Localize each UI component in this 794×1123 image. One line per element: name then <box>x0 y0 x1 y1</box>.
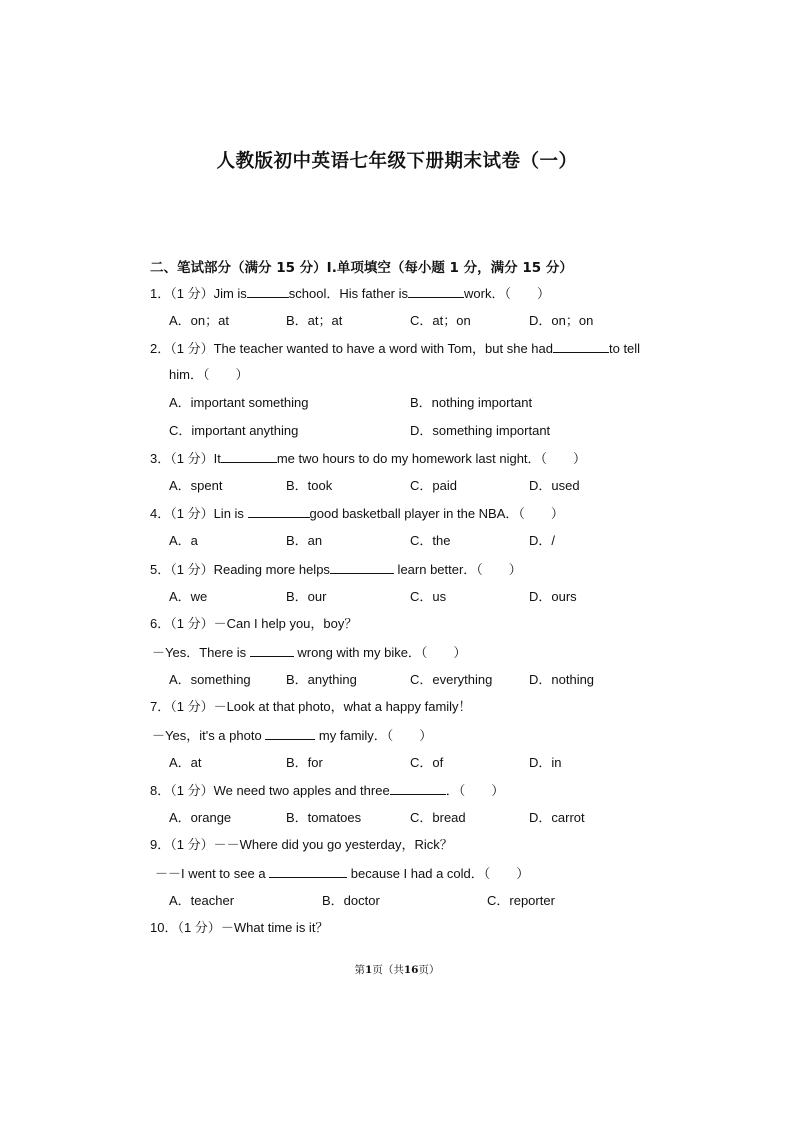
page-number: 1 <box>365 964 373 976</box>
question-6-reply: －Yes．There is wrong with my bike．（ ） <box>152 645 467 660</box>
option-a: A．orange <box>169 810 232 825</box>
option-c: C．important anything <box>169 423 299 438</box>
question-number: 4．（1 分） <box>150 506 214 521</box>
question-1: 1．（1 分）Jim is school．His father is work．（ ） <box>150 286 550 301</box>
question-9-reply: －－I went to see a because I had a cold．（ ） <box>155 866 530 881</box>
question-number: 6．（1 分） <box>150 616 214 631</box>
option-d: D．nothing <box>529 672 595 687</box>
answer-blank <box>221 450 277 463</box>
option-d: D．carrot <box>529 810 585 825</box>
option-d: D．ours <box>529 589 577 604</box>
option-a: A．teacher <box>169 893 235 908</box>
question-number: 5．（1 分） <box>150 562 214 577</box>
question-7-reply: －Yes，it's a photo my family．（ ） <box>152 728 433 743</box>
question-8: 8．（1 分）We need two apples and three ．（ ） <box>150 783 505 798</box>
answer-blank <box>330 561 394 574</box>
question-number: 2．（1 分） <box>150 341 214 356</box>
option-c: C．everything <box>410 672 493 687</box>
answer-blank <box>265 727 315 740</box>
question-number: 7．（1 分） <box>150 699 214 714</box>
answer-blank <box>247 285 289 298</box>
option-a: A．on；at <box>169 313 229 328</box>
question-6: 6．（1 分）－Can I help you，boy？ <box>150 616 358 631</box>
page-total: 16 <box>403 964 419 976</box>
option-c: C．reporter <box>487 893 555 908</box>
question-10: 10．（1 分）－What time is it？ <box>150 920 329 935</box>
page-footer: 第1页（共16页） <box>354 964 440 976</box>
option-d: D．/ <box>529 533 556 548</box>
page-title: 人教版初中英语七年级下册期末试卷（一） <box>216 151 578 172</box>
answer-blank <box>408 285 464 298</box>
option-a: A．spent <box>169 478 223 493</box>
option-d: D．on；on <box>529 313 594 328</box>
option-c: C．us <box>410 589 447 604</box>
option-b: B．an <box>286 533 323 548</box>
option-d: D．something important <box>410 423 551 438</box>
answer-blank <box>269 865 347 878</box>
question-number: 10．（1 分） <box>150 920 221 935</box>
question-5: 5．（1 分）Reading more helps learn better．（ ） <box>150 562 522 577</box>
option-b: B．our <box>286 589 327 604</box>
option-b: B．at；at <box>286 313 343 328</box>
section-heading: 二、笔试部分（满分 15 分）Ⅰ.单项填空（每小题 1 分，满分 15 分） <box>150 260 573 276</box>
question-number: 3．（1 分） <box>150 451 214 466</box>
option-b: B．nothing important <box>410 395 533 410</box>
option-a: A．something <box>169 672 251 687</box>
question-2: 2．（1 分）The teacher wanted to have a word with Tom，but she had to tell <box>150 341 641 356</box>
option-d: D．in <box>529 755 562 770</box>
option-c: C．bread <box>410 810 466 825</box>
option-c: C．the <box>410 533 451 548</box>
option-a: A．at <box>169 755 202 770</box>
question-7: 7．（1 分）－Look at that photo，what a happy family！ <box>150 699 472 714</box>
option-b: B．tomatoes <box>286 810 362 825</box>
question-9: 9．（1 分）－－Where did you go yesterday，Rick？ <box>150 837 453 852</box>
option-b: B．anything <box>286 672 357 687</box>
question-3: 3．（1 分）It me two hours to do my homework last night．（ ） <box>150 451 587 466</box>
answer-blank <box>248 505 310 518</box>
answer-blank <box>553 340 609 353</box>
option-c: C．at；on <box>410 313 471 328</box>
option-b: B．doctor <box>322 893 380 908</box>
option-a: A．a <box>169 533 198 548</box>
option-c: C．of <box>410 755 444 770</box>
option-b: B．for <box>286 755 323 770</box>
question-number: 1．（1 分） <box>150 286 214 301</box>
option-a: A．important something <box>169 395 309 410</box>
question-2-continued: him．（ ） <box>169 367 249 382</box>
option-a: A．we <box>169 589 208 604</box>
option-b: B．took <box>286 478 333 493</box>
question-number: 8．（1 分） <box>150 783 214 798</box>
answer-blank <box>250 644 294 657</box>
question-number: 9．（1 分） <box>150 837 214 852</box>
question-4: 4．（1 分）Lin is good basketball player in the NBA．（ ） <box>150 506 564 521</box>
answer-blank <box>390 782 446 795</box>
option-d: D．used <box>529 478 580 493</box>
option-c: C．paid <box>410 478 457 493</box>
